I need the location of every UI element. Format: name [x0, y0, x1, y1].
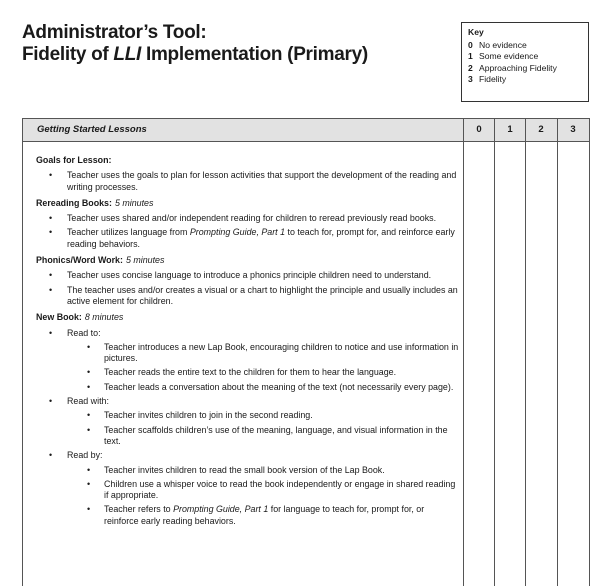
key-num: 0	[468, 39, 473, 50]
section-time: 5 minutes	[114, 197, 154, 208]
subsection-label: • Read by:	[23, 450, 463, 461]
section-rereading	[23, 198, 463, 250]
key-box	[461, 22, 589, 102]
score-column-2: 2	[538, 124, 544, 135]
key-row-2	[468, 63, 582, 75]
key-label: Fidelity	[479, 74, 507, 84]
table-header	[23, 119, 589, 142]
section-title	[23, 312, 463, 323]
fidelity-table	[22, 118, 590, 586]
bullet-list	[23, 465, 463, 527]
section-new-book	[23, 312, 463, 527]
subsection-read-to	[23, 328, 463, 393]
key-row-3	[468, 74, 582, 86]
list-item: • Children use a whisper voice to read the book independently or engage in shared reading if appropriate.	[23, 479, 463, 502]
list-item: • Teacher invites children to read the small book version of the Lap Book.	[23, 465, 463, 476]
score-column-3: 3	[570, 124, 576, 135]
key-row-1	[468, 51, 582, 63]
key-title: Key	[468, 27, 484, 37]
section-label: Phonics/Word Work:	[36, 255, 123, 266]
section-label: Rereading Books:	[36, 197, 112, 208]
title-line-1: Administrator’s Tool:	[22, 22, 207, 43]
text: to teach for, prompt for, and reinforce early reading behaviors.	[67, 227, 455, 249]
section-goals	[23, 155, 463, 193]
subsection-label: • Read to:	[23, 328, 463, 339]
bullet-list	[23, 342, 463, 393]
lesson-content	[23, 155, 463, 532]
column-divider	[557, 119, 558, 586]
list-item: • Teacher introduces a new Lap Book, encouraging children to notice and use information in pictures.	[23, 342, 463, 365]
text: Teacher refers to	[104, 504, 174, 515]
list-item: • Teacher uses the goals to plan for lesson activities that support the development of the reading and writing processes.	[23, 170, 463, 193]
book-title: Prompting Guide, Part 1	[173, 504, 269, 515]
text: Teacher utilizes language from	[67, 227, 190, 238]
subsection-read-by	[23, 450, 463, 527]
section-phonics	[23, 255, 463, 307]
bullet-list	[23, 213, 463, 250]
section-title	[23, 198, 463, 209]
list-item: • Teacher invites children to join in the second reading.	[23, 410, 463, 421]
key-num: 1	[468, 51, 473, 61]
list-item	[23, 504, 463, 527]
title-line-2	[22, 44, 368, 66]
list-item: • Teacher reads the entire text to the children for them to hear the language.	[23, 367, 463, 378]
subsection-label: • Read with:	[23, 396, 463, 407]
title-line-2-post: Implementation (Primary)	[141, 44, 368, 65]
text: for language to teach for, prompt for, or reinforce early reading behaviors.	[104, 504, 425, 526]
score-column-1: 1	[507, 124, 513, 135]
title-line-2-em: LLI	[113, 44, 141, 65]
section-label: New Book:	[36, 312, 82, 323]
list-item	[23, 227, 463, 250]
list-item: • Teacher scaffolds children’s use of the meaning, language, and visual information in the text.	[23, 425, 463, 448]
section-label: Goals for Lesson:	[36, 155, 112, 165]
book-title: Prompting Guide, Part 1	[189, 227, 286, 238]
list-item: • Teacher uses concise language to introduce a phonics principle children need to understand.	[23, 270, 463, 281]
key-label: Some evidence	[479, 51, 539, 61]
section-title	[23, 155, 463, 166]
subsection-read-with	[23, 396, 463, 447]
bullet-list	[23, 410, 463, 447]
key-label: No evidence	[479, 39, 527, 50]
column-divider	[463, 119, 464, 586]
list-item: • The teacher uses and/or creates a visual or a chart to highlight the principle and usually includes an active element for children.	[23, 285, 463, 308]
score-column-0: 0	[476, 124, 482, 135]
bullet-list	[23, 170, 463, 193]
key-label: Approaching Fidelity	[479, 62, 557, 73]
section-time: 5 minutes	[125, 255, 165, 266]
list-item: • Teacher uses shared and/or independent reading for children to reread previously read books.	[23, 213, 463, 224]
section-title	[23, 255, 463, 266]
title-line-2-pre: Fidelity of	[22, 44, 114, 65]
column-divider	[525, 119, 526, 586]
table-header-title: Getting Started Lessons	[37, 124, 147, 135]
bullet-list	[23, 270, 463, 307]
column-divider	[494, 119, 495, 586]
key-num: 2	[468, 62, 473, 73]
list-item: • Teacher leads a conversation about the meaning of the text (not necessarily every page).	[23, 382, 463, 393]
key-row-0	[468, 40, 582, 52]
section-time: 8 minutes	[84, 312, 124, 323]
page-title	[22, 22, 368, 66]
key-num: 3	[468, 74, 473, 84]
